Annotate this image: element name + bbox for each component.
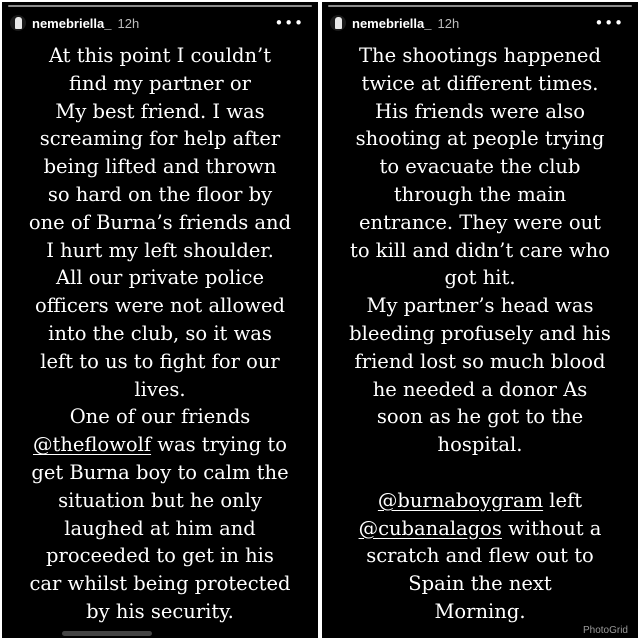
- text-line: His friends were also: [375, 99, 585, 123]
- text-line: to evacuate the club: [379, 155, 581, 179]
- username[interactable]: nemebriella_: [352, 15, 432, 31]
- text-line: laughed at him and: [64, 516, 256, 540]
- text-line: soon as he got to the: [376, 405, 584, 429]
- text-line: proceeded to get in his: [46, 544, 274, 568]
- text-line: My best friend. I was: [55, 99, 265, 123]
- text-line: by his security.: [86, 599, 234, 623]
- text-line: to kill and didn’t care who: [350, 238, 610, 262]
- text-line: [330, 487, 630, 515]
- more-options-icon[interactable]: •••: [274, 14, 304, 32]
- more-options-icon[interactable]: •••: [594, 14, 624, 32]
- text-line: [330, 515, 630, 543]
- text-line: find my partner or: [69, 71, 251, 95]
- text-line: officers were not allowed: [35, 294, 285, 318]
- text-line: situation but he only: [58, 488, 262, 512]
- text-fragment: without a: [501, 516, 602, 540]
- blank-line: [330, 459, 630, 487]
- text-line: twice at different times.: [361, 71, 599, 95]
- text-line: so hard on the floor by: [47, 182, 273, 206]
- text-line: friend lost so much blood: [354, 349, 606, 373]
- mention-link[interactable]: @burnaboygram: [377, 488, 544, 512]
- text-line: bleeding profusely and his: [349, 321, 611, 345]
- text-line: one of Burna’s friends and: [28, 210, 292, 234]
- story-panel-left: [2, 2, 318, 638]
- text-line: get Burna boy to calm the: [31, 460, 289, 484]
- text-line: entrance. They were out: [358, 210, 602, 234]
- text-line: car whilst being protected: [29, 572, 291, 596]
- text-line: Spain the next: [408, 572, 552, 596]
- story-progress-bar: [8, 5, 312, 7]
- reply-bar[interactable]: [62, 631, 152, 636]
- text-line: through the main: [393, 182, 567, 206]
- text-line: he needed a donor As: [372, 377, 588, 401]
- text-line: I hurt my left shoulder.: [46, 238, 274, 262]
- text-line: One of our friends: [69, 405, 251, 429]
- text-line: got hit.: [444, 266, 516, 290]
- text-line: scratch and flew out to: [366, 544, 594, 568]
- text-line: being lifted and thrown: [43, 155, 277, 179]
- mention-link[interactable]: @cubanalagos: [358, 516, 502, 540]
- text-line: shooting at people trying: [355, 127, 605, 151]
- timestamp: 12h: [437, 15, 460, 31]
- story-panel-right: [322, 2, 638, 638]
- text-line: left to us to fight for our: [40, 349, 280, 373]
- text-line: At this point I couldn’t: [48, 44, 272, 67]
- username[interactable]: nemebriella_: [32, 15, 112, 31]
- text-fragment: left: [543, 488, 583, 512]
- story-text: [10, 42, 310, 626]
- text-line: All our private police: [56, 266, 264, 290]
- text-line: hospital.: [437, 433, 523, 457]
- text-line: The shootings happened: [359, 44, 601, 67]
- story-progress-bar: [328, 5, 632, 7]
- avatar[interactable]: [10, 15, 26, 31]
- text-line: into the club, so it was: [48, 321, 272, 345]
- mention-link[interactable]: @theflowolf: [32, 433, 152, 457]
- story-header: [330, 10, 630, 36]
- text-line: [10, 431, 310, 459]
- text-line: lives.: [134, 377, 186, 401]
- text-line: screaming for help after: [39, 127, 281, 151]
- timestamp: 12h: [117, 15, 140, 31]
- text-line: Morning.: [434, 599, 526, 623]
- story-text: [330, 42, 630, 626]
- story-header: [10, 10, 310, 36]
- photogrid-watermark: PhotoGrid: [582, 625, 628, 636]
- avatar[interactable]: [330, 15, 346, 31]
- text-fragment: was trying to: [151, 433, 288, 457]
- text-line: My partner’s head was: [366, 294, 594, 318]
